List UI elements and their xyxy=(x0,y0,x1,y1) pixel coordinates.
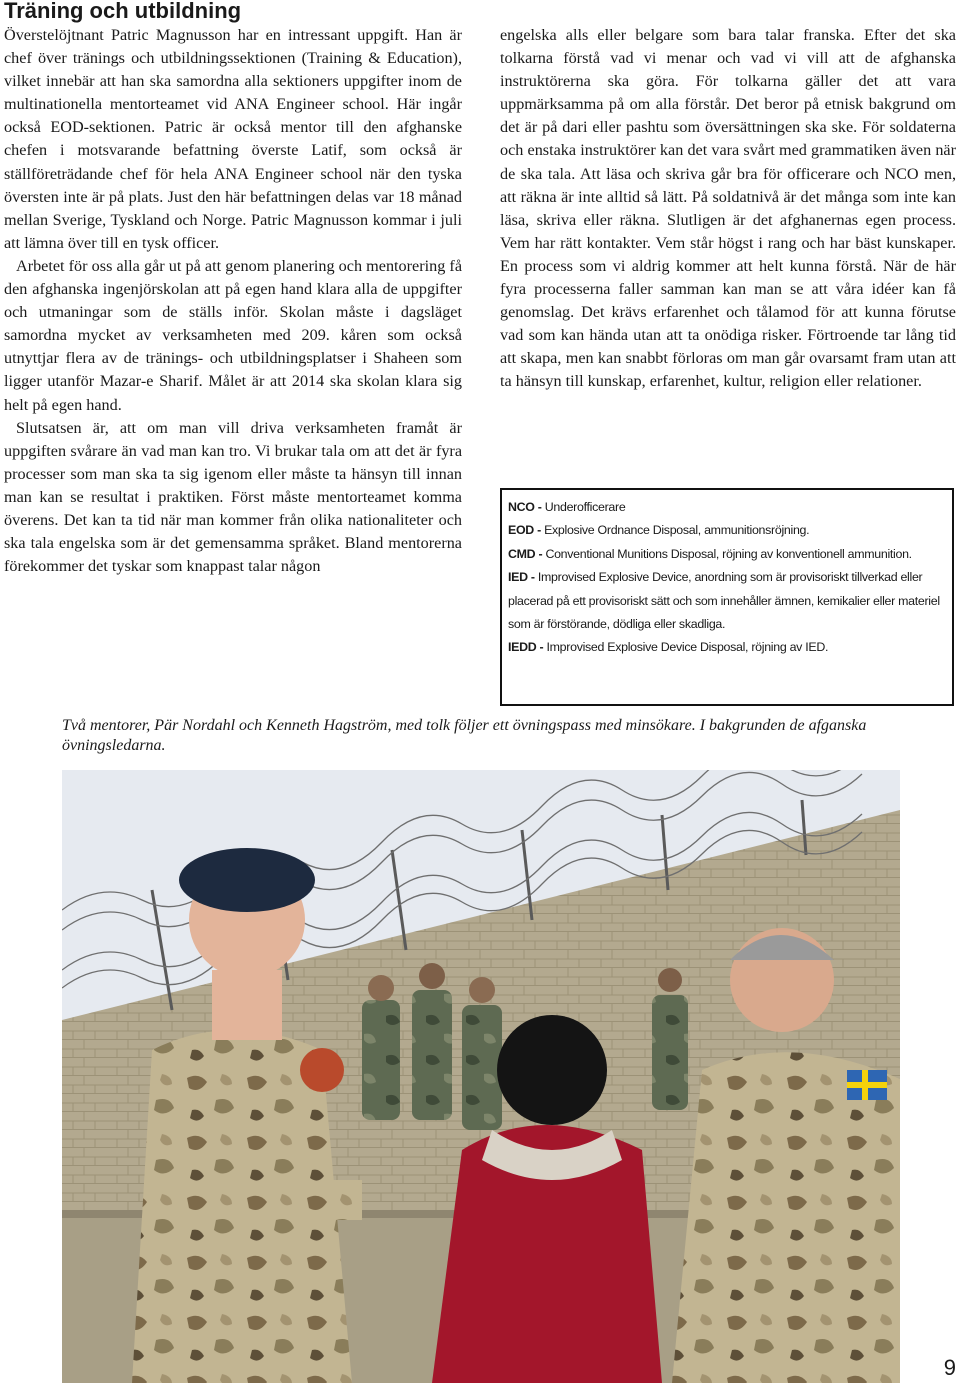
paragraph: Överstelöjtnant Patric Magnusson har en intressant uppgift. Han är chef över tränings och utbildningssektionen (Training & Education), vilket innebär att han ska samordna alla sektioners uppgifter inom de multinationella mentorteamet vid ANA Engineer school. Här ingår också EOD-sektionen. Patric är också mentor till den afghanske chefen i motsvarande befattning överste Latif, som också är ställföreträdande chef för hela ANA Engineer school när den tyska översten inte är på plats. Just den här befattningen delas var 18 månad mellan Sverige, Tyskland och Norge. Patric Magnusson kommar i juli att lämna över till en tysk officer. xyxy=(4,26,462,252)
glossary-definition: Underofficerare xyxy=(544,500,626,514)
photo-caption: Två mentorer, Pär Nordahl och Kenneth Hagström, med tolk följer ett övningspass med minsökare. I bakgrunden de afganska övningsledarna. xyxy=(62,717,867,754)
paragraph: Slutsatsen är, att om man vill driva verksamheten framåt är uppgiften svårare än vad man kan tro. Vi brukar tala om att det är fyra processer som man ska ta sig igenom eller måste ta hänsyn till innan man kan se resultat i praktiken. Först måste mentorteamet komma överens. Det kan ta tid när man kommer från olika nationaliteter och ska tala engelska som är det gemensamma språket. Bland mentorerna förekommer det tyskar som knappast talar någon xyxy=(4,418,462,576)
glossary-definition: Conventional Munitions Disposal, röjning av konventionell ammunition. xyxy=(545,546,912,561)
glossary-term: EOD - xyxy=(508,523,545,538)
glossary-term: CMD - xyxy=(508,546,546,561)
glossary-entry xyxy=(508,636,944,659)
glossary-entry xyxy=(508,519,944,542)
photo xyxy=(62,770,900,1383)
page-number: 9 xyxy=(943,1355,956,1380)
glossary-definition: Explosive Ordnance Disposal, ammunitionsröjning. xyxy=(544,523,810,538)
paragraph: Arbetet för oss alla går ut på att genom planering och mentorering få den afghanska ingenjörskolan att på egen hand klara alla de uppgifter och utmaningar som de ställs inför. Skolan måste i dagsläget samordna mycket av verksamheten med 209. kåren som också utnyttjar flera av de tränings- och utbildningsplatser i Shaheen som ligger utanför Mazar-e Sharif. Målet är att 2014 ska skolan klara sig helt på egen hand. xyxy=(4,256,462,414)
glossary-definition: Improvised Explosive Device, anordning som är provisoriskt tillverkad eller placerad på ett provisoriskt sätt och som innehåller ämnen, kemikalier eller materiel som är förstörande, dödliga eller skadliga. xyxy=(508,570,940,632)
left-column xyxy=(4,24,462,578)
glossary-definition: Improvised Explosive Device Disposal, röjning av IED. xyxy=(546,640,829,655)
glossary-entry xyxy=(508,543,944,566)
glossary-term: NCO - xyxy=(508,500,545,514)
paragraph: engelska alls eller belgare som bara talar franska. Efter det ska tolkarna förstå vad vi menar och vad vi vill att de afghanska instruktörerna ska göra. För tolkarna gäller det att vara uppmärksamma på om alla förstår. Det beror på etnisk bakgrund om det är på dari eller pashtu som översättningen ska ske. För soldaterna och enstaka instruktörer kan det vara svårt med grammatiken även när de ska tala. Att läsa och skriva går bra för officerare och NCO men, att räkna är inte alltid så lätt. På soldatnivå är det många som inte kan läsa, skriva eller räkna. Slutligen är det afghanernas egen process. Vem har rätt kontakter. Vem står högst i rang och har bäst kunskaper. En process som vi aldrig kommer att helt kunna förstå. När de här fyra processerna faller samman kan man se att våra idéer kan få genomslag. Det krävs erfarenhet och tålamod för att kunna förutse vad som kan hända utan att ta onödiga risker. Förtroende tar lång tid att skapa, men kan snabbt förloras om man går ovarsamt fram utan att ta hänsyn till kunskap, erfarenhet, kultur, religion eller relationer. xyxy=(500,26,956,391)
glossary-term: IEDD - xyxy=(508,640,547,655)
right-column xyxy=(500,24,956,394)
photo-illustration xyxy=(62,770,900,1383)
glossary-entry xyxy=(508,566,944,636)
glossary-box xyxy=(500,488,954,706)
section-heading: Träning och utbildning xyxy=(4,0,242,23)
glossary-term: IED - xyxy=(508,570,538,585)
glossary-entry xyxy=(508,496,944,519)
